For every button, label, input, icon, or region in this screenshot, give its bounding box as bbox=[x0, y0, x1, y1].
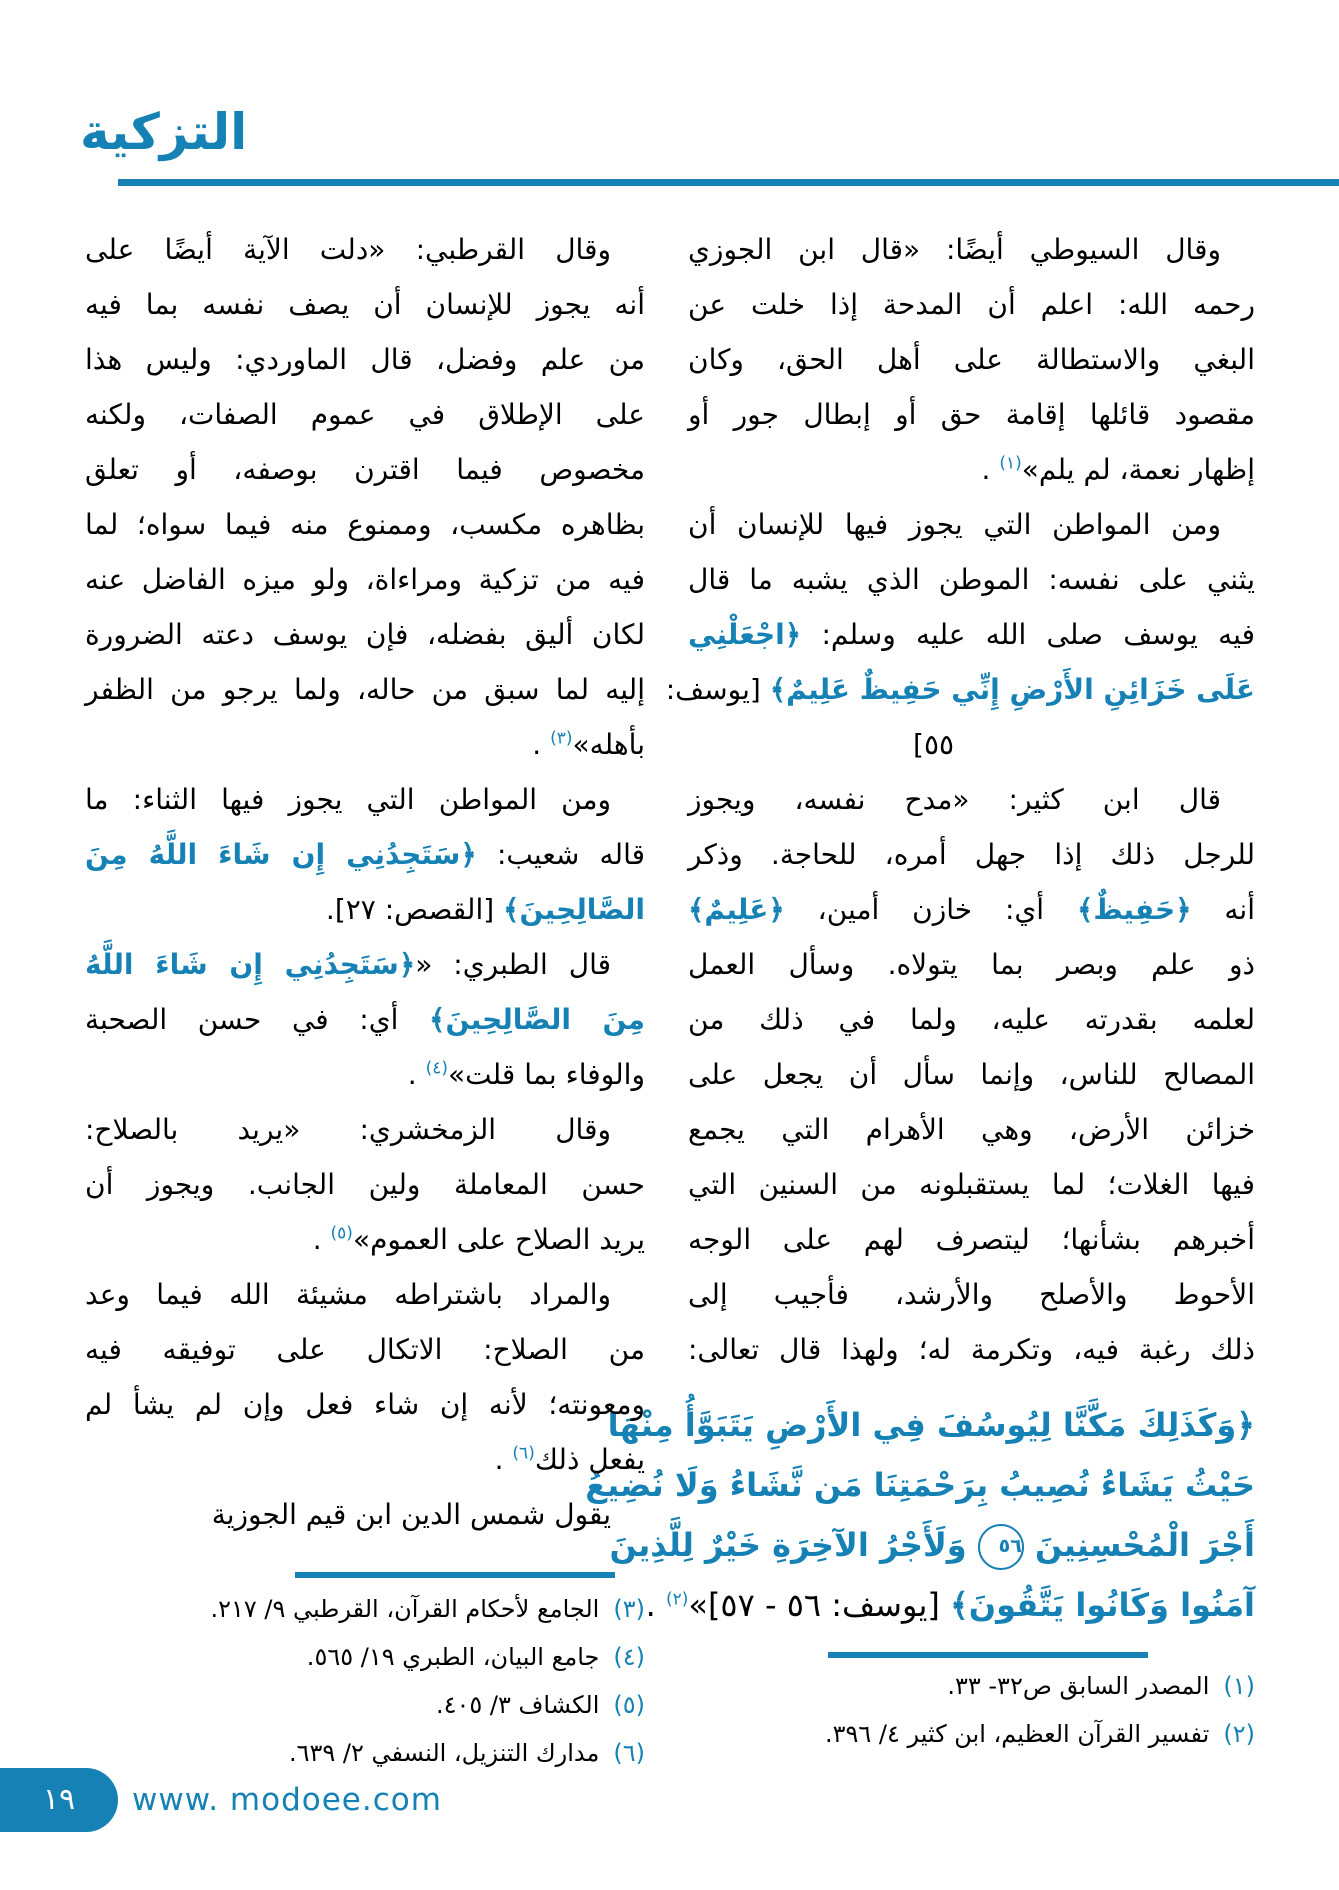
body-text: . bbox=[532, 728, 551, 761]
text-line bbox=[85, 1432, 645, 1487]
body-text: من علم وفضل، قال الماوردي: وليس هذا bbox=[85, 343, 645, 376]
quran-text: ﴿سَتَجِدُنِي إِن شَاءَ اللَّهُ مِنَ bbox=[85, 838, 477, 871]
quran-text: ﴿سَتَجِدُنِي إِن شَاءَ اللَّهُ bbox=[85, 948, 416, 981]
footnote-number: (٥) bbox=[613, 1691, 645, 1719]
body-text: أنه يجوز للإنسان أن يصف نفسه بما فيه bbox=[85, 288, 645, 321]
quran-text: ﴿وَكَذَلِكَ مَكَّنَّا لِيُوسُفَ فِي الأَرْضِ يَتَبَوَّأُ مِنْهَا bbox=[607, 1406, 1255, 1444]
body-text: . bbox=[645, 1586, 666, 1624]
footnote-number: (٣) bbox=[613, 1595, 645, 1623]
body-text: بأهله» bbox=[572, 728, 645, 761]
body-text: [القصص: ٢٧]. bbox=[325, 893, 504, 926]
body-text: . bbox=[407, 1058, 426, 1091]
text-line bbox=[688, 827, 1255, 882]
text-line bbox=[85, 1157, 645, 1212]
text-line bbox=[688, 772, 1255, 827]
text-line bbox=[85, 1102, 645, 1157]
footnote-row bbox=[85, 1585, 645, 1633]
body-text: حسن المعاملة ولين الجانب. ويجوز أن bbox=[85, 1168, 645, 1201]
body-text: يريد الصلاح على العموم» bbox=[352, 1223, 645, 1256]
text-line bbox=[85, 1322, 645, 1377]
body-text: وقال القرطبي: «دلت الآية أيضًا على bbox=[85, 233, 611, 266]
body-text: ومعونته؛ لأنه إن شاء فعل وإن لم يشأ لم bbox=[85, 1388, 645, 1421]
body-text: وقال الزمخشري: «يريد بالصلاح: bbox=[85, 1113, 611, 1146]
footnote-text: تفسير القرآن العظيم، ابن كثير ٤/ ٣٩٦. bbox=[824, 1720, 1210, 1748]
footnote-ref: (٣) bbox=[550, 728, 573, 749]
body-text: [يوسف: ٥٦ - ٥٧]» bbox=[688, 1586, 951, 1624]
body-text: والوفاء بما قلت» bbox=[448, 1058, 645, 1091]
body-text: . bbox=[312, 1223, 331, 1256]
text-line bbox=[688, 717, 1255, 772]
body-text: أنه bbox=[1191, 893, 1256, 926]
body-text: يقول شمس الدين ابن قيم الجوزية bbox=[211, 1498, 611, 1531]
quran-verse-line bbox=[609, 1515, 1255, 1575]
quran-text: ﴿عَلِيمٌ﴾ bbox=[688, 893, 785, 926]
quran-text: آمَنُوا وَكَانُوا يَتَّقُونَ﴾ bbox=[950, 1586, 1255, 1624]
text-line bbox=[85, 992, 645, 1047]
text-line bbox=[85, 662, 645, 717]
body-text: . bbox=[981, 453, 1000, 486]
body-text: قال ابن كثير: «مدح نفسه، ويجوز bbox=[688, 783, 1221, 816]
text-line bbox=[665, 662, 1255, 717]
body-text: أي: في حسن الصحبة bbox=[85, 1003, 430, 1036]
page-number-badge: ١٩ bbox=[0, 1768, 118, 1832]
text-line bbox=[85, 1267, 645, 1322]
header-divider-rule bbox=[118, 179, 1339, 186]
text-line bbox=[688, 1267, 1255, 1322]
footnote-text: المصدر السابق ص٣٢- ٣٣. bbox=[947, 1672, 1210, 1700]
body-text: لكان أليق بفضله، فإن يوسف دعته الضرورة bbox=[85, 618, 645, 651]
footnote-number: (٢) bbox=[1223, 1720, 1255, 1748]
website-text: www. modoee.com bbox=[132, 1782, 442, 1818]
quran-text: ﴿حَفِيظٌ﴾ bbox=[1076, 893, 1192, 926]
body-text: مقصود قائلها إقامة حق أو إبطال جور أو bbox=[688, 398, 1255, 431]
text-line bbox=[85, 222, 645, 277]
body-text: الأحوط والأصلح والأرشد، فأجيب إلى bbox=[688, 1278, 1255, 1311]
body-text: . bbox=[494, 1443, 513, 1476]
text-line bbox=[688, 882, 1255, 937]
body-text: ذلك رغبة فيه، وتكرمة له؛ ولهذا قال تعالى: bbox=[688, 1333, 1255, 1366]
text-line bbox=[688, 497, 1255, 552]
quran-text: أَجْرَ الْمُحْسِنِينَ bbox=[1023, 1526, 1255, 1564]
body-text: لعلمه بقدرته عليه، ولما في ذلك من bbox=[688, 1003, 1255, 1036]
aya-number-marker: ٥٦ bbox=[978, 1524, 1024, 1570]
footnote-separator-left bbox=[295, 1572, 615, 1578]
quran-text: الصَّالِحِينَ﴾ bbox=[503, 893, 645, 926]
text-line bbox=[688, 387, 1255, 442]
quran-text: عَلَى خَزَائِنِ الأَرْضِ إِنِّي حَفِيظٌ عَلِيمٌ﴾ bbox=[769, 673, 1255, 706]
body-text: فيها الغلات؛ لما يستقبلونه من السنين التي bbox=[688, 1168, 1255, 1201]
text-line bbox=[85, 827, 645, 882]
column-left bbox=[85, 222, 645, 1542]
text-line bbox=[85, 937, 645, 992]
body-text: فيه من تزكية ومراءاة، ولو ميزه الفاضل عنه bbox=[85, 563, 645, 596]
body-text: المصالح للناس، وإنما سأل أن يجعل على bbox=[688, 1058, 1255, 1091]
quran-text: مِنَ الصَّالِحِينَ﴾ bbox=[429, 1003, 645, 1036]
footnote-row bbox=[688, 1710, 1255, 1758]
body-text: البغي والاستطالة على أهل الحق، وكان bbox=[688, 343, 1255, 376]
footnote-ref: (٢) bbox=[665, 1589, 689, 1610]
text-line bbox=[688, 332, 1255, 387]
text-line bbox=[85, 717, 645, 772]
footnote-row bbox=[85, 1729, 645, 1777]
body-text: وقال السيوطي أيضًا: «قال ابن الجوزي bbox=[688, 233, 1221, 266]
body-text: إظهار نعمة، لم يلم» bbox=[1021, 453, 1255, 486]
text-line bbox=[85, 1212, 645, 1267]
chapter-title-calligraphy: التزكية bbox=[80, 103, 248, 161]
quran-verse-line bbox=[585, 1455, 1255, 1515]
text-line bbox=[85, 1047, 645, 1102]
text-line bbox=[85, 332, 645, 387]
body-text: قال الطبري: « bbox=[415, 948, 611, 981]
text-line bbox=[688, 442, 1255, 497]
body-text: أي: خازن أمين، bbox=[784, 893, 1077, 926]
footnote-text: مدارك التنزيل، النسفي ٢/ ٦٣٩. bbox=[288, 1739, 600, 1767]
footnote-number: (٦) bbox=[613, 1739, 645, 1767]
footnote-text: الكشاف ٣/ ٤٠٥. bbox=[435, 1691, 600, 1719]
quran-text: ﴿اجْعَلْنِي bbox=[688, 618, 802, 651]
footnote-row bbox=[688, 1662, 1255, 1710]
text-line bbox=[85, 607, 645, 662]
footnotes-left bbox=[85, 1585, 645, 1777]
footnote-row bbox=[85, 1681, 645, 1729]
footnote-separator-right bbox=[828, 1652, 1148, 1658]
quran-text: وَلَأَجْرُ الآخِرَةِ خَيْرٌ لِلَّذِينَ bbox=[609, 1526, 978, 1564]
footnote-ref: (٤) bbox=[425, 1058, 449, 1079]
body-text: ذو علم وبصر بما يتولاه. وسأل العمل bbox=[688, 948, 1255, 981]
footnote-text: الجامع لأحكام القرآن، القرطبي ٩/ ٢١٧. bbox=[210, 1595, 600, 1623]
text-line bbox=[688, 607, 1255, 662]
body-text: قاله شعيب: bbox=[476, 838, 645, 871]
text-line bbox=[85, 442, 645, 497]
text-line bbox=[85, 1377, 645, 1432]
body-text: فيه يوسف صلى الله عليه وسلم: bbox=[801, 618, 1255, 651]
text-line bbox=[85, 277, 645, 332]
body-text: ومن المواطن التي يجوز فيها للإنسان أن bbox=[688, 508, 1221, 541]
footnote-number: (٤) bbox=[613, 1643, 645, 1671]
text-line bbox=[85, 497, 645, 552]
text-line bbox=[85, 1487, 645, 1542]
text-line bbox=[85, 772, 645, 827]
footnote-ref: (٥) bbox=[330, 1223, 353, 1244]
footnote-ref: (١) bbox=[999, 453, 1022, 474]
body-text: [يوسف: bbox=[665, 673, 770, 706]
body-text: أخبرهم بشأنها؛ ليتصرف لهم على الوجه bbox=[688, 1223, 1255, 1256]
footnote-text: جامع البيان، الطبري ١٩/ ٥٦٥. bbox=[306, 1643, 600, 1671]
body-text: إليه لما سبق من حاله، ولما يرجو من الظفر bbox=[85, 673, 645, 706]
quran-verse-line bbox=[607, 1395, 1255, 1455]
text-line bbox=[85, 882, 645, 937]
footnote-ref: (٦) bbox=[512, 1443, 535, 1464]
body-text: من الصلاح: الاتكال على توفيقه فيه bbox=[85, 1333, 645, 1366]
quran-text: حَيْثُ يَشَاءُ نُصِيبُ بِرَحْمَتِنَا مَن نَّشَاءُ وَلَا نُضِيعُ bbox=[585, 1466, 1255, 1504]
footnote-row bbox=[85, 1633, 645, 1681]
text-line bbox=[688, 552, 1255, 607]
body-text: ٥٥] bbox=[913, 728, 955, 761]
body-text: خزائن الأرض، وهي الأهرام التي يجمع bbox=[688, 1113, 1255, 1146]
text-line bbox=[688, 992, 1255, 1047]
body-text: ومن المواطن التي يجوز فيها الثناء: ما bbox=[85, 783, 611, 816]
body-text: يثني على نفسه: الموطن الذي يشبه ما قال bbox=[688, 563, 1255, 596]
body-text: بظاهره مكسب، وممنوع منه فيما سواه؛ لما bbox=[85, 508, 645, 541]
text-line bbox=[85, 552, 645, 607]
text-line bbox=[688, 1102, 1255, 1157]
text-line bbox=[688, 1047, 1255, 1102]
text-line bbox=[688, 1157, 1255, 1212]
body-text: والمراد باشتراطه مشيئة الله فيما وعد bbox=[85, 1278, 611, 1311]
text-line bbox=[688, 1212, 1255, 1267]
text-line bbox=[688, 937, 1255, 992]
body-text: للرجل ذلك إذا جهل أمره، للحاجة. وذكر bbox=[688, 838, 1255, 871]
text-line bbox=[688, 222, 1255, 277]
body-text: يفعل ذلك bbox=[534, 1443, 645, 1476]
quran-verse-line bbox=[645, 1575, 1255, 1635]
text-line bbox=[688, 277, 1255, 332]
body-text: رحمه الله: اعلم أن المدحة إذا خلت عن bbox=[688, 288, 1255, 321]
body-text: مخصوص فيما اقترن بوصفه، أو تعلق bbox=[85, 453, 645, 486]
text-line bbox=[688, 1322, 1255, 1377]
text-line bbox=[85, 387, 645, 442]
body-text: على الإطلاق في عموم الصفات، ولكنه bbox=[85, 398, 645, 431]
footnote-number: (١) bbox=[1223, 1672, 1255, 1700]
footnotes-right bbox=[688, 1662, 1255, 1758]
